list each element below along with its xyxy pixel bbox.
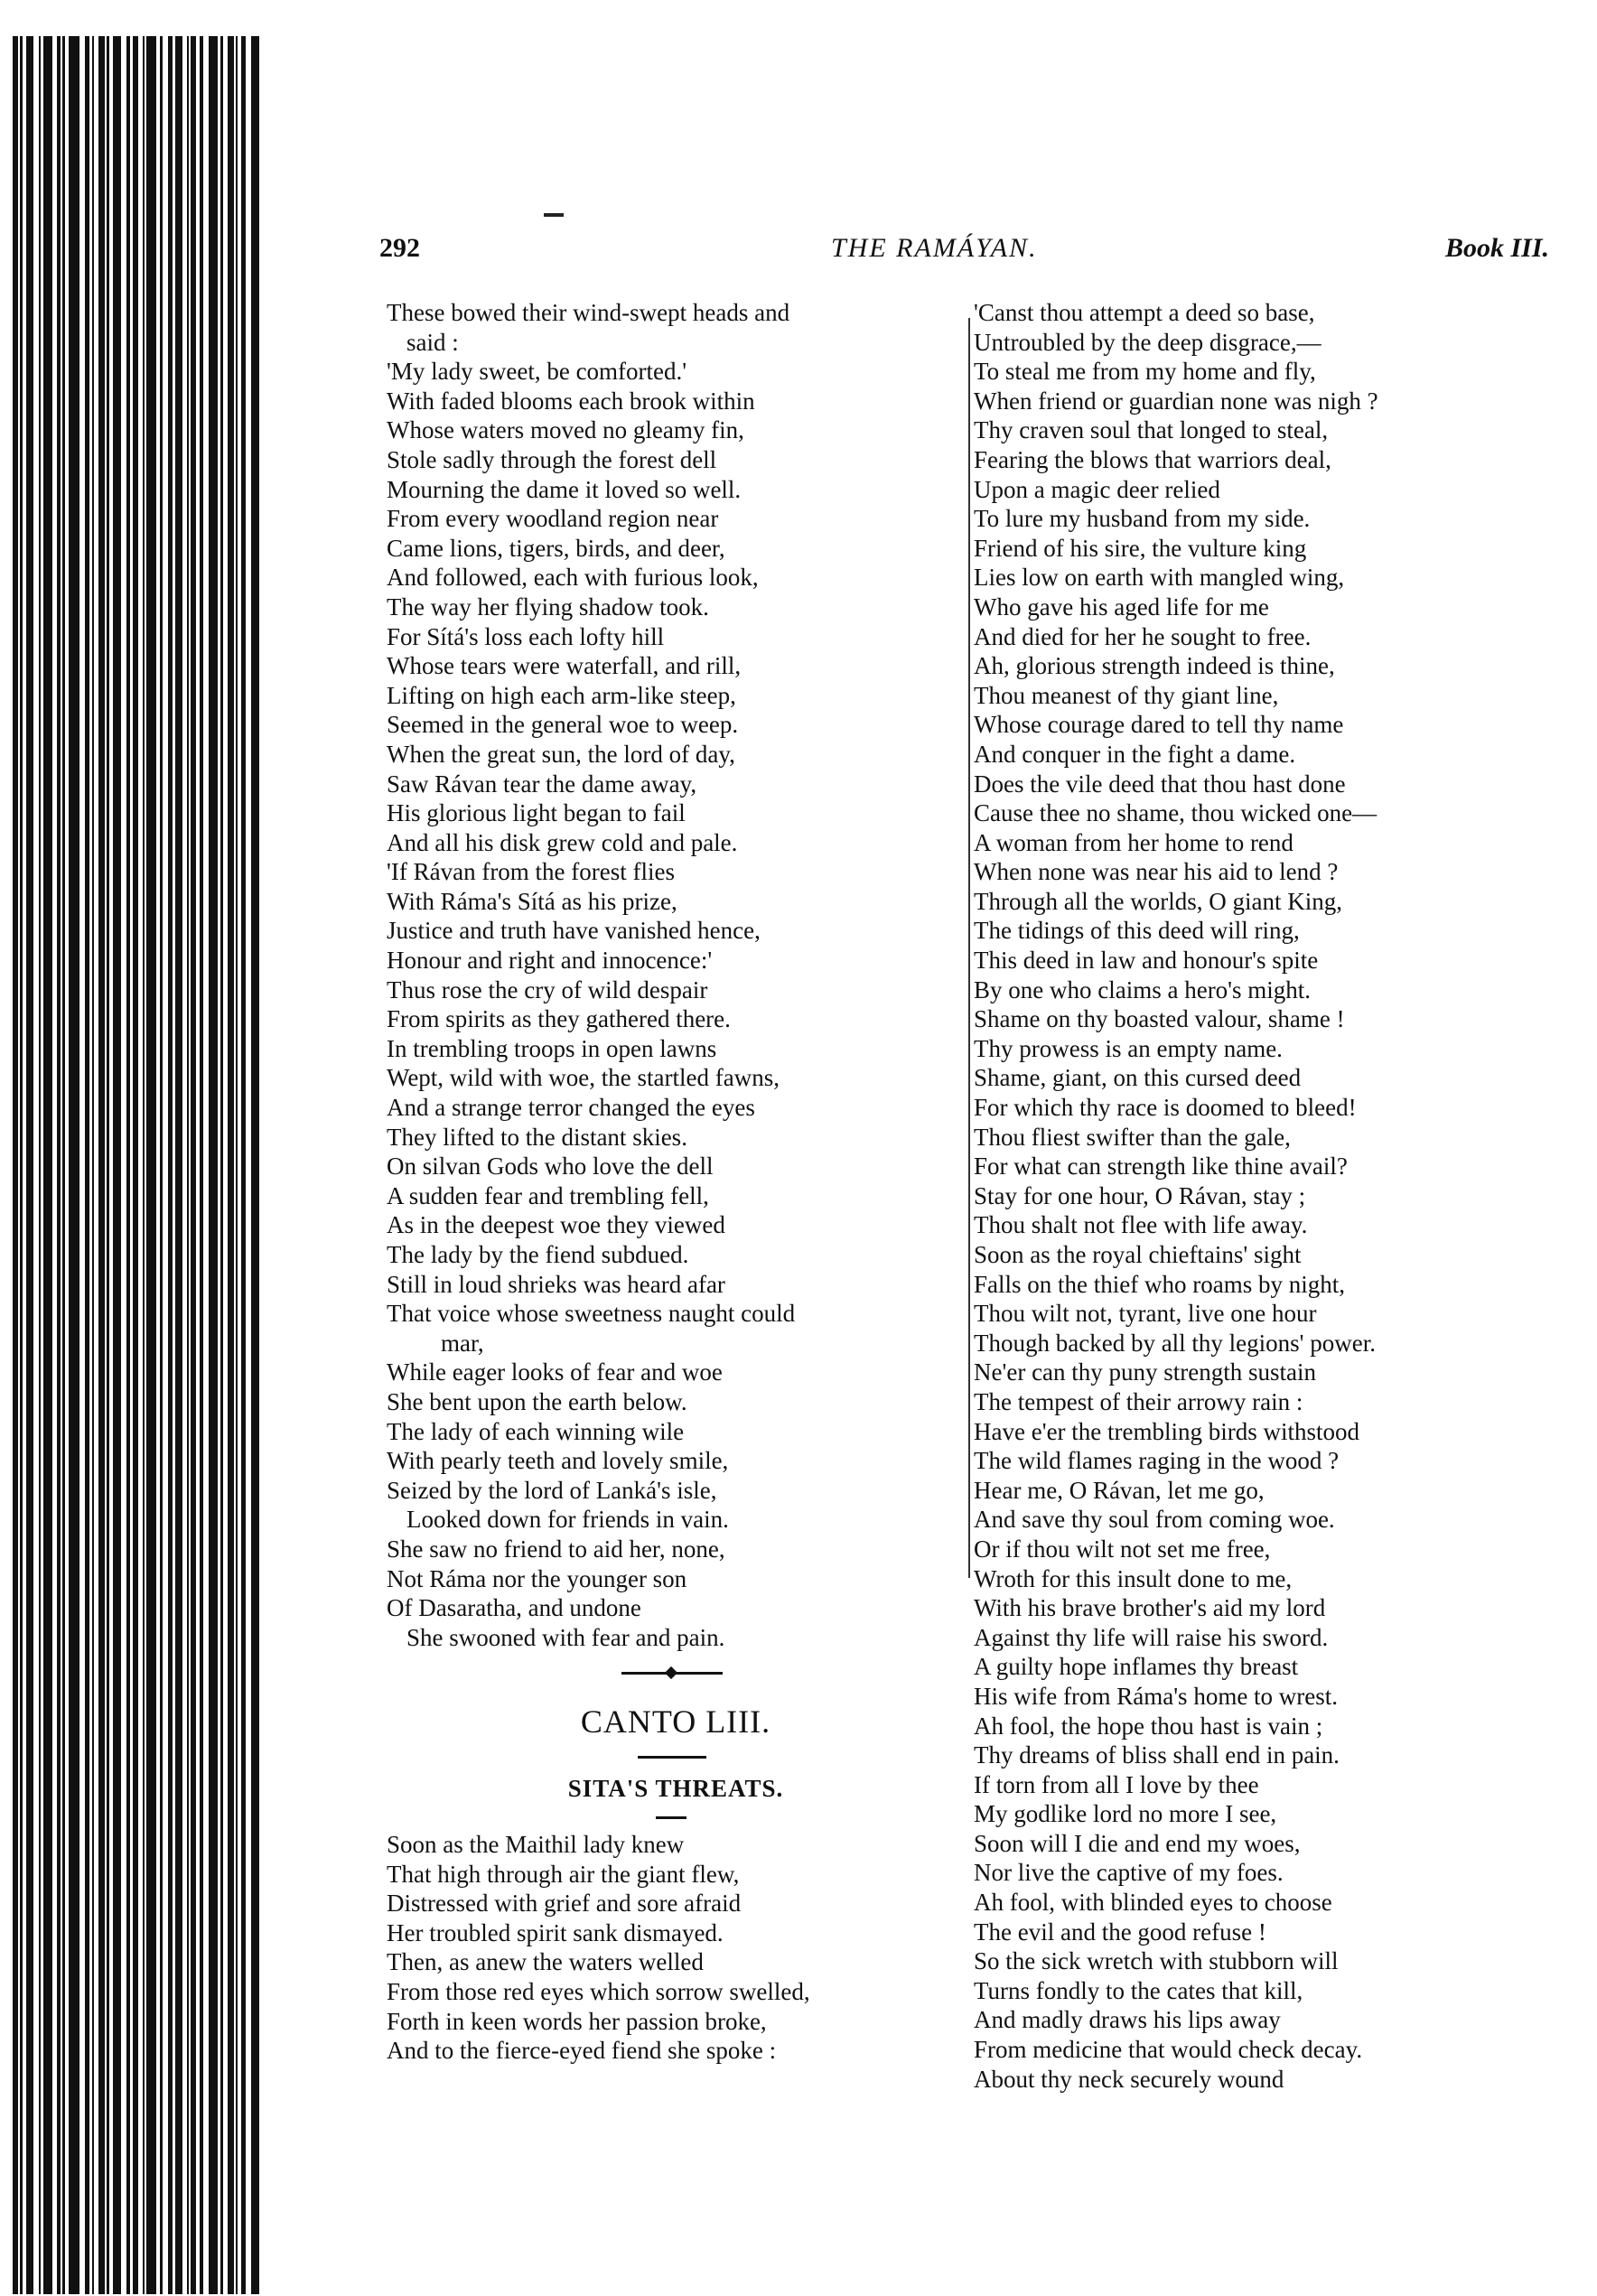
verse-line: A guilty hope inflames thy breast [974, 1653, 1299, 1681]
verse-line: With pearly teeth and lovely smile, [387, 1447, 729, 1475]
verse-line: That high through air the giant flew, [387, 1860, 740, 1888]
verse-line: Against thy life will raise his sword. [974, 1623, 1329, 1651]
verse-line: Ne'er can thy puny strength sustain [974, 1358, 1317, 1386]
verse-line: And conquer in the fight a dame. [974, 740, 1296, 768]
verse-line: And died for her he sought to free. [974, 622, 1312, 650]
verse-line: Honour and right and innocence:' [387, 947, 713, 975]
verse-line: Ah fool, the hope thou hast is vain ; [974, 1712, 1323, 1740]
verse-line: Thou fliest swifter than the gale, [974, 1123, 1291, 1151]
verse-line: Thy craven soul that longed to steal, [974, 416, 1329, 444]
verse-line: Whose tears were waterfall, and rill, [387, 652, 742, 680]
verse-line: A sudden fear and trembling fell, [387, 1181, 709, 1209]
verse-line: Distressed with grief and sore afraid [387, 1890, 742, 1918]
gutter-stripe [13, 36, 18, 2294]
verse-line: Soon will I die and end my woes, [974, 1829, 1301, 1857]
verse-line: A woman from her home to rend [974, 828, 1293, 856]
gutter-stripe [107, 36, 109, 2294]
verse-line: From spirits as they gathered there. [387, 1005, 731, 1033]
verse-line: The lady of each winning wile [387, 1417, 685, 1445]
verse-line: So the sick wretch with stubborn will [974, 1947, 1339, 1975]
gutter-stripe [113, 36, 121, 2294]
column-bracket [968, 318, 970, 1578]
verse-line: While eager looks of fear and woe [387, 1358, 723, 1386]
verse-line: Then, as anew the waters welled [387, 1948, 704, 1976]
verse-line: To lure my husband from my side. [974, 505, 1311, 533]
verse-line: She swooned with fear and pain. [406, 1623, 725, 1651]
verse-line: Thy prowess is an empty name. [974, 1034, 1283, 1062]
verse-line: By one who claims a hero's might. [974, 975, 1312, 1003]
verse-line: His glorious light began to fail [387, 799, 686, 827]
gutter-stripe [126, 36, 130, 2294]
verse-line: The lady by the fiend subdued. [387, 1241, 689, 1268]
verse-line: Fearing the blows that warriors deal, [974, 445, 1331, 473]
verse-line: Through all the worlds, O giant King, [974, 887, 1342, 915]
verse-line: Forth in keen words her passion broke, [387, 2007, 767, 2035]
gutter-stripe [251, 36, 259, 2294]
verse-line: And followed, each with furious look, [387, 564, 759, 592]
verse-line: If torn from all I love by thee [974, 1770, 1259, 1798]
running-title: THE RAMÁYAN. [831, 233, 1038, 263]
verse-line: Came lions, tigers, birds, and deer, [387, 534, 725, 562]
verse-line: Turns fondly to the cates that kill, [974, 1976, 1303, 2004]
verse-line: This deed in law and honour's spite [974, 947, 1319, 975]
title-rule [638, 1756, 706, 1759]
gutter-stripe [143, 36, 145, 2294]
verse-line: Untroubled by the deep disgrace,— [974, 328, 1321, 356]
verse-line: Justice and truth have vanished hence, [387, 917, 761, 945]
verse-line: mar, [441, 1329, 484, 1357]
verse-line: Though backed by all thy legions' power. [974, 1329, 1377, 1357]
gutter-stripe [209, 36, 218, 2294]
gutter-stripe [146, 36, 156, 2294]
verse-line: Looked down for friends in vain. [406, 1506, 729, 1534]
gutter-stripe [92, 36, 94, 2294]
verse-line: Lifting on high each arm-like steep, [387, 681, 736, 709]
verse-line: And madly draws his lips away [974, 2006, 1281, 2034]
verse-line: said : [406, 328, 459, 356]
verse-line: With his brave brother's aid my lord [974, 1594, 1326, 1622]
verse-line: Whose courage dared to tell thy name [974, 711, 1344, 739]
verse-line: When friend or guardian none was nigh ? [974, 387, 1378, 415]
scan-gutter [0, 36, 262, 2294]
verse-line: Falls on the thief who roams by night, [974, 1270, 1345, 1298]
verse-line: 'My lady sweet, be comforted.' [387, 358, 687, 386]
verse-line: Upon a magic deer relied [974, 475, 1220, 503]
gutter-stripe [98, 36, 105, 2294]
left-column-verse [387, 298, 965, 1652]
verse-line: To steal me from my home and fly, [974, 358, 1316, 386]
verse-line: For Sítá's loss each lofty hill [387, 622, 665, 650]
gutter-stripe [220, 36, 223, 2294]
verse-line: Cause thee no shame, thou wicked one— [974, 799, 1378, 827]
canto-title: CANTO LIII. [580, 1703, 771, 1740]
verse-line: Thy dreams of bliss shall end in pain. [974, 1741, 1340, 1769]
gutter-stripe [133, 36, 138, 2294]
verse-line: The evil and the good refuse ! [974, 1918, 1266, 1946]
verse-line: Friend of his sire, the vulture king [974, 534, 1307, 562]
verse-line: Thou shalt not flee with life away. [974, 1211, 1308, 1239]
section-ornament [621, 1668, 723, 1677]
verse-line: And all his disk grew cold and pale. [387, 828, 738, 856]
verse-line: The wild flames raging in the wood ? [974, 1447, 1340, 1475]
gutter-stripe [43, 36, 52, 2294]
verse-line: Who gave his aged life for me [974, 593, 1269, 621]
verse-line: Of Dasaratha, and undone [387, 1594, 641, 1622]
gutter-stripe [187, 36, 189, 2294]
verse-line: In trembling troops in open lawns [387, 1034, 717, 1062]
verse-line: Or if thou wilt not set me free, [974, 1535, 1271, 1563]
gutter-stripe [85, 36, 89, 2294]
verse-line: Shame on thy boasted valour, shame ! [974, 1005, 1345, 1033]
page-mark [544, 213, 564, 217]
page-number: 292 [379, 233, 420, 263]
verse-line: The way her flying shadow took. [387, 593, 709, 621]
verse-line: With Ráma's Sítá as his prize, [387, 887, 677, 915]
gutter-stripe [191, 36, 196, 2294]
verse-line: Thus rose the cry of wild despair [387, 975, 708, 1003]
gutter-stripe [200, 36, 203, 2294]
verse-line: That voice whose sweetness naught could [387, 1300, 796, 1328]
verse-line: Soon as the Maithil lady knew [387, 1831, 685, 1858]
verse-line: Thou wilt not, tyrant, live one hour [974, 1300, 1317, 1328]
verse-line: Have e'er the trembling birds withstood [974, 1417, 1360, 1445]
verse-line: Stay for one hour, O Rávan, stay ; [974, 1181, 1306, 1209]
gutter-stripe [69, 36, 79, 2294]
verse-line: Her troubled spirit sank dismayed. [387, 1918, 724, 1946]
gutter-stripe [26, 36, 33, 2294]
verse-line: These bowed their wind-swept heads and [387, 299, 790, 326]
right-column-verse [974, 298, 1597, 2094]
gutter-stripe [57, 36, 61, 2294]
verse-line: The tempest of their arrowy rain : [974, 1387, 1303, 1415]
verse-line: With faded blooms each brook within [387, 387, 755, 415]
verse-line: Wept, wild with woe, the startled fawns, [387, 1064, 780, 1092]
verse-line: Whose waters moved no gleamy fin, [387, 416, 744, 444]
verse-line: Seized by the lord of Lanká's isle, [387, 1476, 717, 1504]
book-label: Book III. [1445, 233, 1550, 263]
verse-line: Ah fool, with blinded eyes to choose [974, 1889, 1332, 1917]
verse-line: From those red eyes which sorrow swelled, [387, 1977, 810, 2005]
verse-line: She saw no friend to aid her, none, [387, 1535, 725, 1563]
verse-line: Thou meanest of thy giant line, [974, 681, 1279, 709]
verse-line: About thy neck securely wound [974, 2065, 1284, 2093]
page-header [379, 233, 1590, 278]
gutter-stripe [236, 36, 238, 2294]
verse-line: 'If Rávan from the forest flies [387, 858, 676, 886]
verse-line: From every woodland region near [387, 505, 719, 533]
verse-line: Seemed in the general woe to weep. [387, 711, 739, 739]
gutter-stripe [175, 36, 182, 2294]
gutter-stripe [241, 36, 246, 2294]
gutter-stripe [160, 36, 163, 2294]
verse-line: Stole sadly through the forest dell [387, 445, 717, 473]
verse-line: 'Canst thou attempt a deed so base, [974, 299, 1315, 326]
verse-line: They lifted to the distant skies. [387, 1123, 687, 1151]
gutter-stripe [62, 36, 65, 2294]
verse-line: Not Ráma nor the younger son [387, 1564, 687, 1592]
verse-line: She bent upon the earth below. [387, 1387, 687, 1415]
verse-line: On silvan Gods who love the dell [387, 1153, 714, 1181]
verse-line: Mourning the dame it loved so well. [387, 475, 742, 503]
subtitle-rule [656, 1816, 686, 1819]
verse-line: Shame, giant, on this cursed deed [974, 1064, 1302, 1092]
gutter-stripe [168, 36, 173, 2294]
verse-line: Hear me, O Rávan, let me go, [974, 1476, 1265, 1504]
verse-line: Saw Rávan tear the dame away, [387, 770, 697, 798]
verse-line: And a strange terror changed the eyes [387, 1094, 755, 1122]
canto-subtitle: SITA'S THREATS. [567, 1775, 784, 1802]
verse-line: The tidings of this deed will ring, [974, 917, 1300, 945]
verse-line: Wroth for this insult done to me, [974, 1564, 1293, 1592]
gutter-stripe [20, 36, 23, 2294]
gutter-stripe [228, 36, 234, 2294]
verse-line: And to the fierce-eyed fiend she spoke : [387, 2037, 777, 2065]
verse-line: As in the deepest woe they viewed [387, 1211, 725, 1239]
left-column-canto-verse [387, 1830, 965, 2066]
verse-line: His wife from Ráma's home to wrest. [974, 1682, 1339, 1710]
verse-line: When the great sun, the lord of day, [387, 740, 735, 768]
verse-line: Soon as the royal chieftains' sight [974, 1241, 1302, 1268]
verse-line: And save thy soul from coming woe. [974, 1506, 1335, 1534]
verse-line: Nor live the captive of my foes. [974, 1859, 1284, 1887]
verse-line: Does the vile deed that thou hast done [974, 770, 1346, 798]
verse-line: Ah, glorious strength indeed is thine, [974, 652, 1335, 680]
verse-line: When none was near his aid to lend ? [974, 858, 1339, 886]
gutter-stripe [39, 36, 41, 2294]
verse-line: Still in loud shrieks was heard afar [387, 1270, 725, 1298]
verse-line: From medicine that would check decay. [974, 2036, 1363, 2064]
verse-line: Lies low on earth with mangled wing, [974, 564, 1345, 592]
verse-line: My godlike lord no more I see, [974, 1800, 1277, 1828]
verse-line: For which thy race is doomed to bleed! [974, 1094, 1357, 1122]
verse-line: For what can strength like thine avail? [974, 1153, 1348, 1181]
